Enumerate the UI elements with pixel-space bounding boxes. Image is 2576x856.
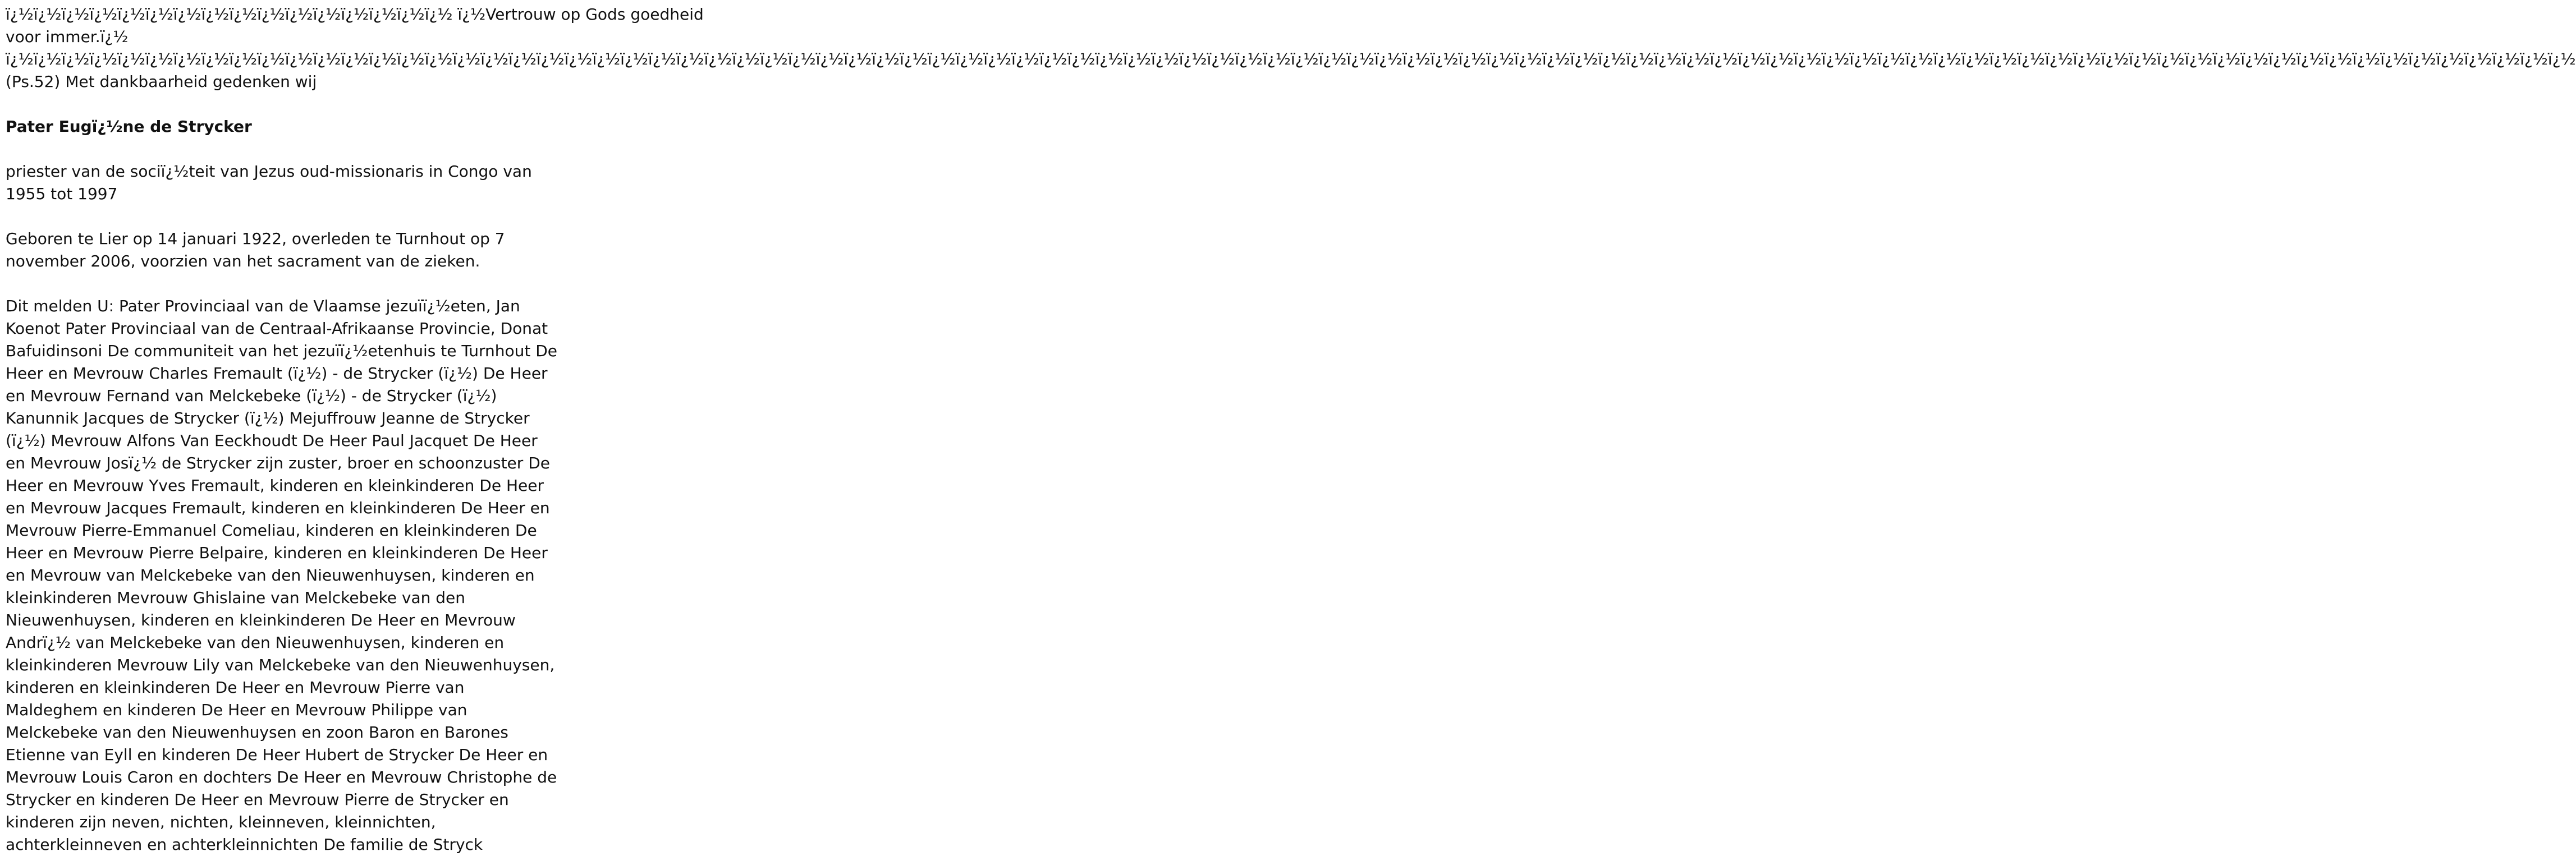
document-page xyxy=(6,3,2576,856)
verse-line-1: ï¿½ï¿½ï¿½ï¿½ï¿½ï¿½ï¿½ï¿½ï¿½ï¿½ï¿½ï¿½ï¿½ï¿½ï¿½ï¿½ ï¿½Vertrouw op Gods goedheid xyxy=(6,5,704,24)
birth-death-text: Geboren te Lier op 14 januari 1922, overleden te Turnhout op 7 november 2006, voorzien van het sacrament van de zieken. xyxy=(6,229,505,270)
psalm-line: (Ps.52) Met dankbaarheid gedenken wij xyxy=(6,72,317,91)
verse-line-2: voor immer.ï¿½ xyxy=(6,27,129,46)
deceased-name: Pater Eugï¿½ne de Strycker xyxy=(6,117,252,136)
separator-line: ï¿½ï¿½ï¿½ï¿½ï¿½ï¿½ï¿½ï¿½ï¿½ï¿½ï¿½ï¿½ï¿½ï¿½ï¿½ï¿½ï¿½ï¿½ï¿½ï¿½ï¿½ï¿½ï¿½ï¿½ï¿½ï¿½ï¿½ï¿½ï¿½ï¿½ï¿½ï¿½ï¿½ï¿½ï¿½ï¿½ï¿½ï¿½ï¿½ï¿½ï¿½ï¿½ï¿½ï¿½ï¿½ï¿½ï¿½ï¿½ï¿½ï¿½ï¿½ï¿½ï¿½ï¿½ï¿½ï¿½ï¿½ï¿½ï¿½ï¿½ï¿½ï¿½ï¿½ï¿½ï¿½ï¿½ï¿½ï¿½ï¿½ï¿½ï¿½ï¿½ï¿½ï¿½ï¿½ï¿½ï¿½ï¿½ï¿½ï¿½ï¿½ï¿½ï¿½ï¿½ï¿½ï¿½ï¿½ï¿½ï¿½ï¿½ï¿½ï¿½ xyxy=(6,50,2576,68)
deceased-role: priester van de sociï¿½teit van Jezus oud-missionaris in Congo van 1955 tot 1997 xyxy=(6,162,532,203)
verse-block xyxy=(6,3,704,48)
announcement-text: Dit melden U: Pater Provinciaal van de Vlaamse jezuïï¿½eten, Jan Koenot Pater Provinciaal van de Centraal-Afrikaanse Provincie, Donat Bafuidinsoni De communiteit van het jezuïï¿½etenhuis te Turnhout De Heer en Mevrouw Charles Fremault (ï¿½) - de Strycker (ï¿½) De Heer en Mevrouw Fernand van Melckebeke (ï¿½) - de Strycker (ï¿½) Kanunnik Jacques de Strycker (ï¿½) Mejuffrouw Jeanne de Strycker (ï¿½) Mevrouw Alfons Van Eeckhoudt De Heer Paul Jacquet De Heer en Mevrouw Josï¿½ de Strycker zijn zuster, broer en schoonzuster De Heer en Mevrouw Yves Fremault, kinderen en kleinkinderen De Heer en Mevrouw Jacques Fremault, kinderen en kleinkinderen De Heer en Mevrouw Pierre-Emmanuel Comeliau, kinderen en kleinkinderen De Heer en Mevrouw Pierre Belpaire, kinderen en kleinkinderen De Heer en Mevrouw van Melckebeke van den Nieuwenhuysen, kinderen en kleinkinderen Mevrouw Ghislaine van Melckebeke van den Nieuwenhuysen, kinderen en kleinkinderen De Heer en Mevrouw Andrï¿½ van Melckebeke van den Nieuwenhuysen, kinderen en kleinkinderen Mevrouw Lily van Melckebeke van den Nieuwenhuysen, kinderen en kleinkinderen De Heer en Mevrouw Pierre van Maldeghem en kinderen De Heer en Mevrouw Philippe van Melckebeke van den Nieuwenhuysen en zoon Baron en Barones Etienne van Eyll en kinderen De Heer Hubert de Strycker De Heer en Mevrouw Louis Caron en dochters De Heer en Mevrouw Christophe de Strycker en kinderen De Heer en Mevrouw Pierre de Strycker en kinderen zijn neven, nichten, kleinneven, kleinnichten, achterkleinneven en achterkleinnichten De familie de Stryck xyxy=(6,297,558,854)
